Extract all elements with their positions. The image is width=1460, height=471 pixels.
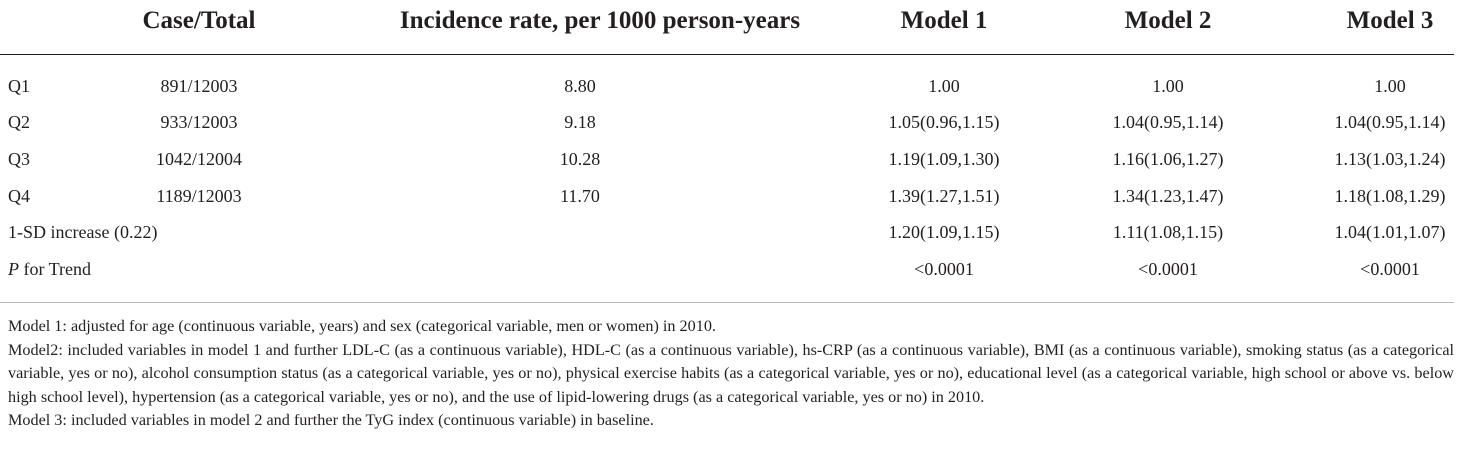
cell-model-2: 1.00 bbox=[1152, 76, 1184, 96]
row-label: Q3 bbox=[8, 149, 30, 169]
header-model-2: Model 2 bbox=[1124, 7, 1212, 34]
header-model-1: Model 1 bbox=[900, 7, 988, 34]
trend-label: for Trend bbox=[19, 259, 92, 279]
row-label: Q2 bbox=[8, 112, 30, 132]
cell-model-1: <0.0001 bbox=[914, 259, 974, 279]
row-label: 1-SD increase (0.22) bbox=[8, 222, 158, 242]
cell-model-3: 1.04(1.01,1.07) bbox=[1334, 222, 1446, 242]
row-label: Q4 bbox=[8, 186, 30, 206]
p-italic-label: P bbox=[8, 259, 19, 279]
cell-model-1: 1.39(1.27,1.51) bbox=[888, 186, 1000, 206]
cell-model-3: 1.00 bbox=[1374, 76, 1406, 96]
cell-incidence: 8.80 bbox=[564, 76, 596, 96]
footnote-model-1: Model 1: adjusted for age (continuous variable, years) and sex (categorical variable, men or women) in 2010. bbox=[8, 317, 716, 335]
cell-case-total: 1042/12004 bbox=[155, 149, 243, 169]
cell-incidence: 9.18 bbox=[564, 112, 596, 132]
table-footnotes bbox=[8, 315, 1454, 433]
header-case-total: Case/Total bbox=[142, 7, 256, 34]
footnote-model-3: Model 3: included variables in model 2 and further the TyG index (continuous variable) in baseline. bbox=[8, 411, 654, 429]
cell-case-total: 891/12003 bbox=[160, 76, 238, 96]
footnote-model-2: Model2: included variables in model 1 and further LDL-C (as a continuous variable), HDL-C (as a continuous variable), hs-CRP (as a continuous variable), BMI (as a continuous variable), smoking status (as a categorical variable, yes or no), alcohol consumption status (as a categorical variable, yes or no), physical exercise habits (as a categorical variable, yes or no), educational level (as a categorical variable, high school or above vs. below high school level), hypertension (as a categorical variable, yes or no), and the use of lipid-lowering drugs (as a categorical variable, yes or no) in 2010. bbox=[8, 340, 1454, 406]
cell-incidence: 11.70 bbox=[560, 186, 600, 206]
cell-model-2: 1.34(1.23,1.47) bbox=[1112, 186, 1224, 206]
row-label: Q1 bbox=[8, 76, 30, 96]
cell-model-3: <0.0001 bbox=[1360, 259, 1420, 279]
cell-model-3: 1.18(1.08,1.29) bbox=[1334, 186, 1446, 206]
cell-model-1: 1.05(0.96,1.15) bbox=[888, 112, 1000, 132]
cell-model-1: 1.19(1.09,1.30) bbox=[888, 149, 1000, 169]
cell-model-2: 1.11(1.08,1.15) bbox=[1112, 222, 1224, 242]
header-model-3: Model 3 bbox=[1346, 7, 1434, 34]
cell-model-1: 1.20(1.09,1.15) bbox=[888, 222, 1000, 242]
cell-model-3: 1.04(0.95,1.14) bbox=[1334, 112, 1446, 132]
cell-model-1: 1.00 bbox=[928, 76, 960, 96]
cell-case-total: 1189/12003 bbox=[156, 186, 242, 206]
footer-rule bbox=[0, 302, 1454, 303]
cell-case-total: 933/12003 bbox=[160, 112, 238, 132]
row-label bbox=[8, 260, 91, 278]
header-incidence-rate: Incidence rate, per 1000 person-years bbox=[399, 7, 801, 34]
header-rule bbox=[0, 54, 1454, 55]
cell-model-2: 1.04(0.95,1.14) bbox=[1112, 112, 1224, 132]
cell-model-2: <0.0001 bbox=[1138, 259, 1198, 279]
cell-incidence: 10.28 bbox=[559, 149, 601, 169]
cell-model-2: 1.16(1.06,1.27) bbox=[1112, 149, 1224, 169]
cell-model-3: 1.13(1.03,1.24) bbox=[1334, 149, 1446, 169]
